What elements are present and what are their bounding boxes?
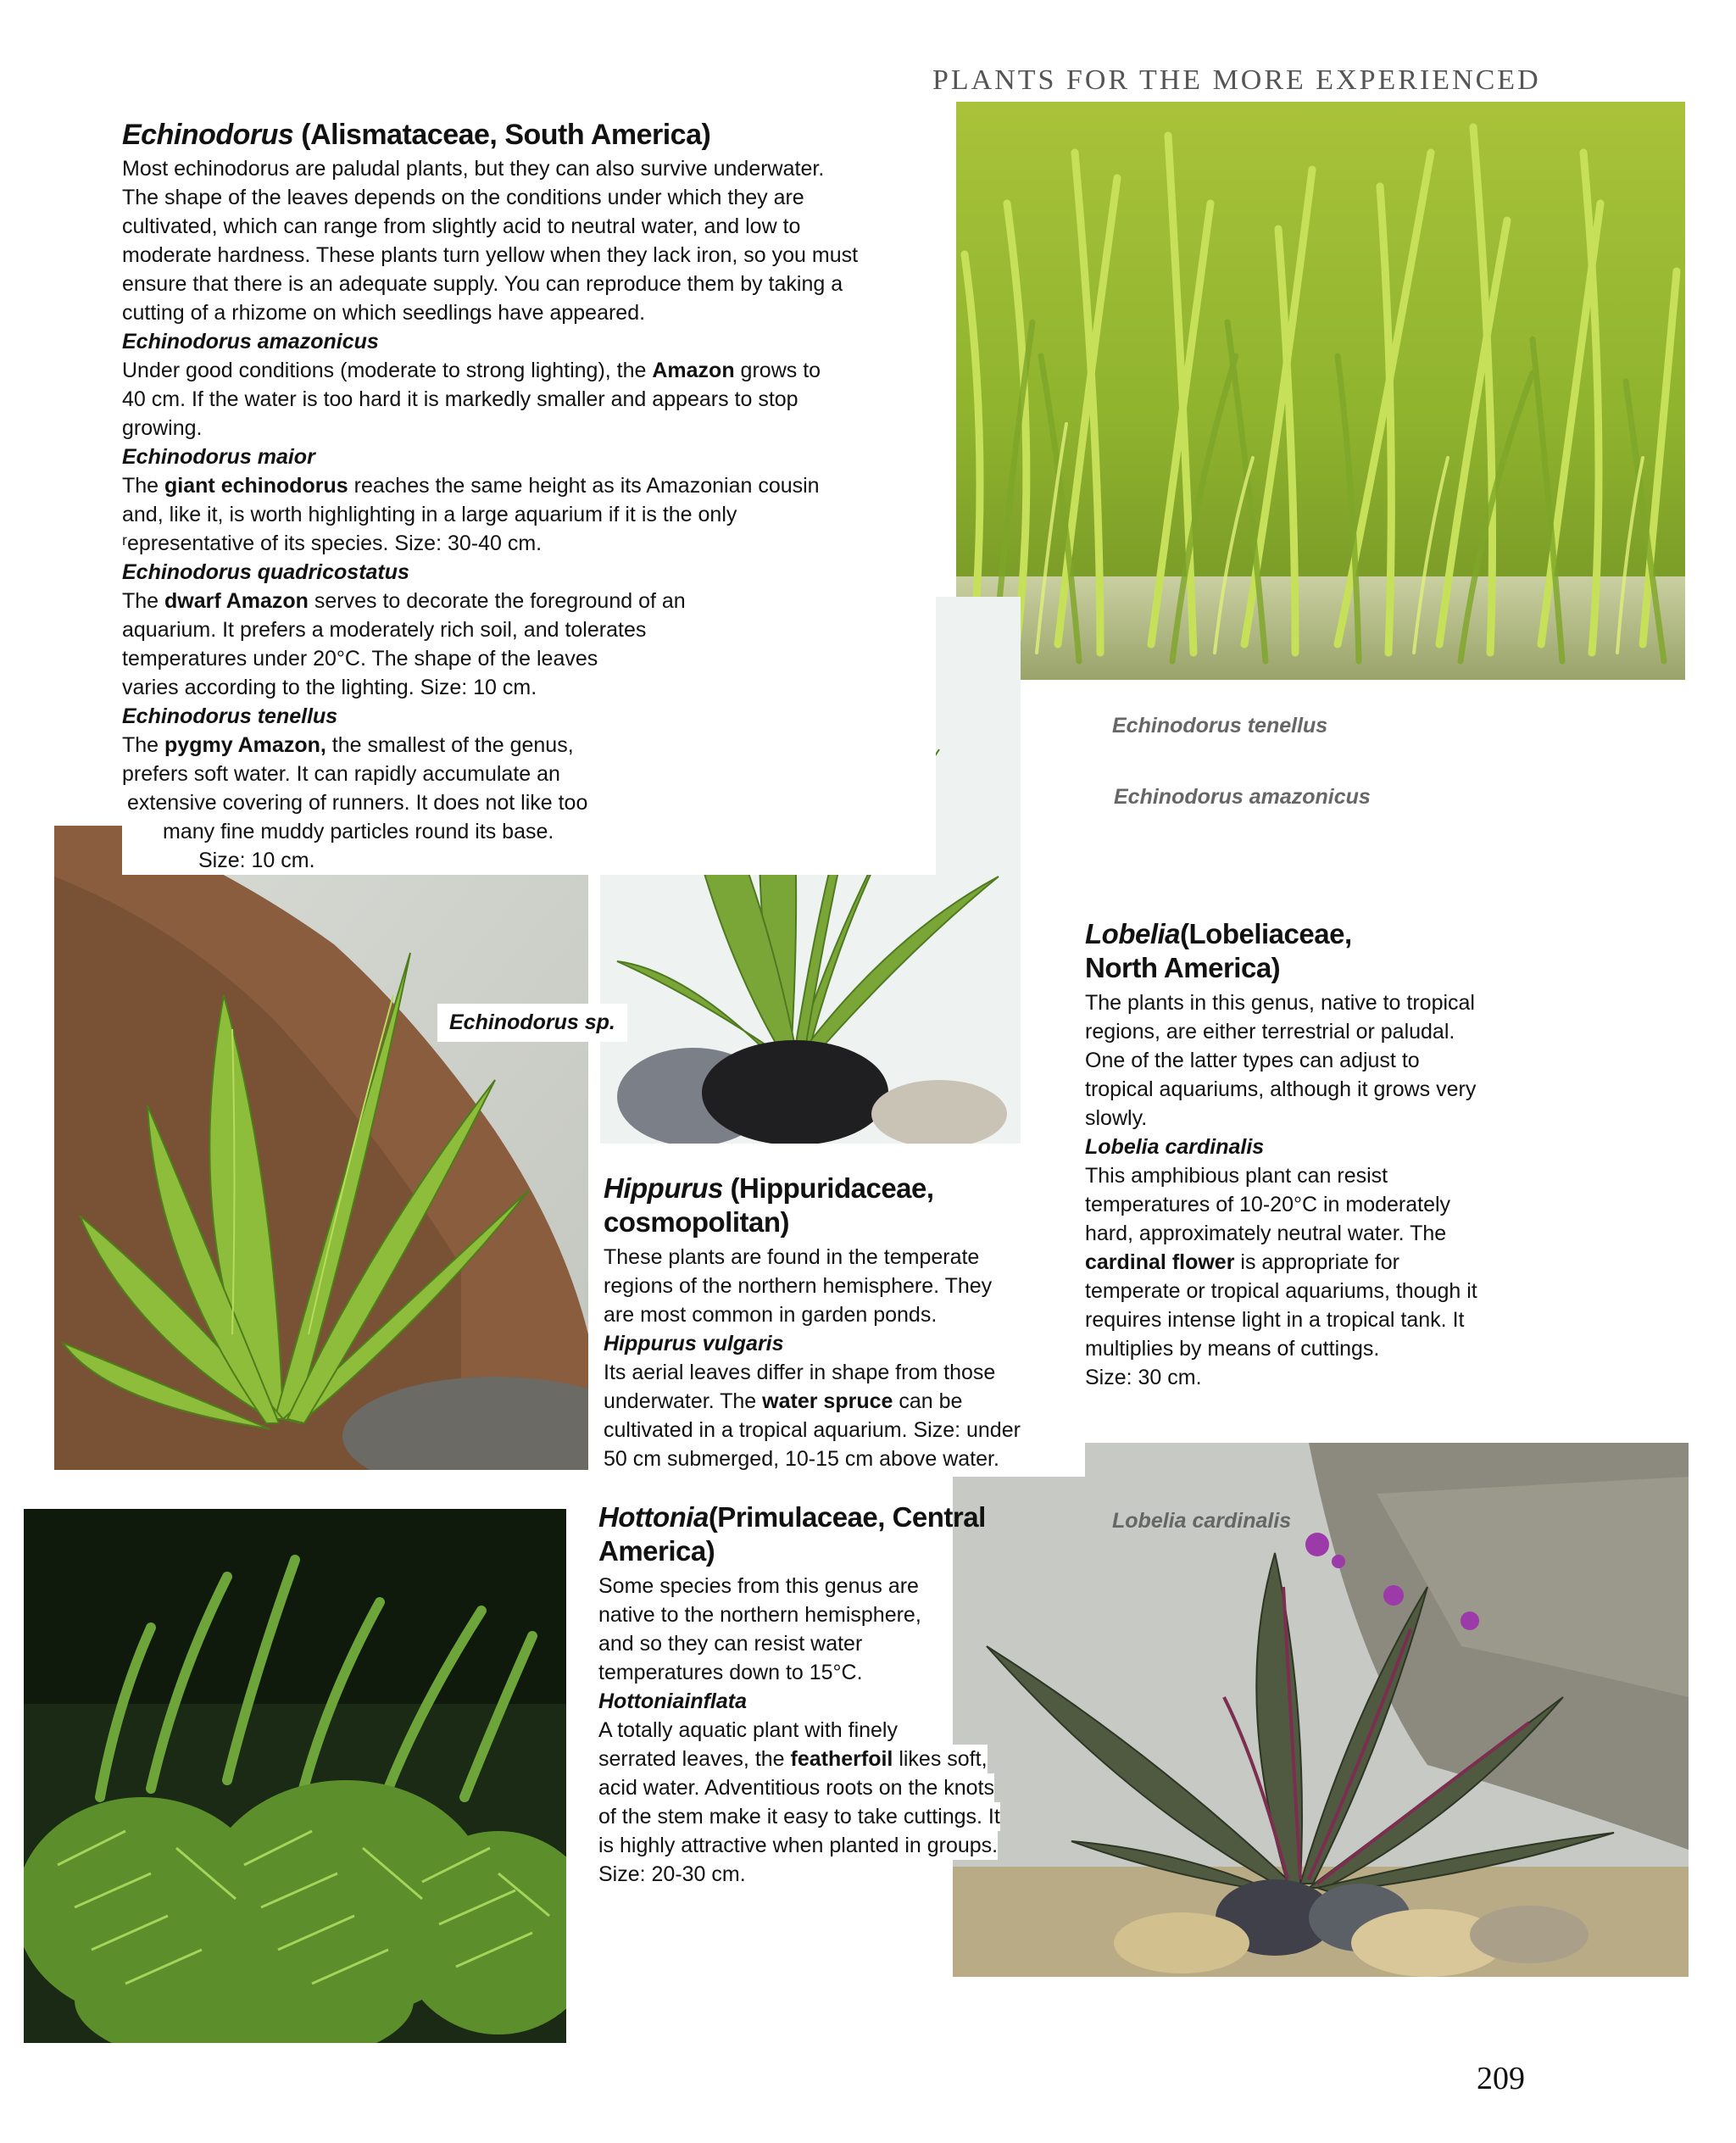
lobelia-line: cardinal flower is appropriate for — [1085, 1250, 1399, 1274]
hippurus-line: Its aerial leaves differ in shape from those — [604, 1361, 996, 1384]
lobelia-line: hard, approximately neutral water. The — [1085, 1222, 1447, 1245]
hippurus-line: cultivated in a tropical aquarium. Size: under — [604, 1418, 1021, 1442]
quadricostatus-line: temperatures under 20°C. The shape of the leaves — [122, 647, 598, 671]
hottonia-line: acid water. Adventitious roots on the knots — [598, 1773, 994, 1802]
lobelia-intro-line: One of the latter types can adjust to — [1085, 1049, 1420, 1072]
hottonia-line: serrated leaves, the featherfoil likes soft, — [598, 1745, 988, 1773]
photo-echinodorus-sp-left — [54, 826, 588, 1470]
hottonia-line: Size: 20-30 cm. — [598, 1862, 746, 1886]
hottonia-line: A totally aquatic plant with finely — [598, 1718, 898, 1742]
quadricostatus-line: The dwarf Amazon serves to decorate the foreground of an — [122, 589, 686, 613]
hottonia-intro-line: Some species from this genus are — [598, 1574, 919, 1598]
caption-echinodorus-sp: Echinodorus sp. — [437, 1004, 627, 1042]
species-heading-hippurus-vulgaris: Hippurus vulgaris — [604, 1332, 784, 1355]
lobelia-intro-line: The plants in this genus, native to tropical — [1085, 991, 1475, 1015]
species-heading-hottonia-inflata: Hottoniainflata — [598, 1689, 747, 1713]
hottonia-intro-line: and so they can resist water — [598, 1632, 863, 1656]
lobelia-line: Size: 30 cm. — [1085, 1366, 1202, 1389]
lobelia-line: temperate or tropical aquariums, though it — [1085, 1279, 1477, 1303]
photo-echinodorus-tenellus — [956, 102, 1685, 680]
amazonicus-line: 40 cm. If the water is too hard it is markedly smaller and appears to stop — [122, 387, 798, 411]
maior-line: ʳepresentative of its species. Size: 30-40 cm. — [122, 532, 542, 555]
hippurus-heading-2: cosmopolitan) — [604, 1206, 790, 1238]
quadricostatus-line: aquarium. It prefers a moderately rich soil, and tolerates — [122, 618, 647, 642]
hippurus-intro-line: These plants are found in the temperate — [604, 1245, 980, 1269]
lobelia-line: multiplies by means of cuttings. — [1085, 1337, 1380, 1361]
lobelia-line: requires intense light in a tropical tank. It — [1085, 1308, 1465, 1332]
echinodorus-section — [122, 115, 936, 875]
echinodorus-intro-line: ensure that there is an adequate supply. You can reproduce them by taking a — [122, 272, 843, 296]
echinodorus-intro-line: moderate hardness. These plants turn yellow when they lack iron, so you must — [122, 243, 859, 267]
lobelia-genus: Lobelia — [1085, 918, 1181, 949]
echinodorus-intro-line: The shape of the leaves depends on the conditions under which they are — [122, 186, 804, 209]
species-heading-amazonicus: Echinodorus amazonicus — [122, 330, 379, 353]
hottonia-line: of the stem make it easy to take cuttings. It — [598, 1802, 1000, 1831]
hippurus-heading — [604, 1172, 1078, 1205]
amazonicus-line: growing. — [122, 416, 203, 440]
hippurus-line: underwater. The water spruce can be — [604, 1389, 963, 1413]
species-heading-lobelia-cardinalis: Lobelia cardinalis — [1085, 1135, 1265, 1159]
echinodorus-intro-line: cutting of a rhizome on which seedlings have appeared. — [122, 301, 646, 325]
lobelia-intro-line: tropical aquariums, although it grows very — [1085, 1077, 1477, 1101]
species-heading-maior: Echinodorus maior — [122, 445, 315, 469]
caption-echinodorus-amazonicus: Echinodorus amazonicus — [1114, 785, 1371, 809]
lobelia-heading-2: North America) — [1085, 952, 1281, 983]
lobelia-line: temperatures of 10-20°C in moderately — [1085, 1193, 1451, 1216]
hippurus-family: (Hippuridaceae, — [722, 1172, 934, 1204]
hippurus-genus: Hippurus — [604, 1172, 723, 1204]
photo-hottonia — [24, 1509, 566, 2043]
lobelia-section — [1085, 917, 1560, 1392]
lobelia-intro-line: regions, are either terrestrial or paludal. — [1085, 1020, 1455, 1044]
hottonia-heading-2: America) — [598, 1535, 715, 1567]
echinodorus-family: (Alismataceae, South America) — [293, 119, 711, 151]
lobelia-line: This amphibious plant can resist — [1085, 1164, 1388, 1188]
hottonia-heading — [598, 1500, 1073, 1534]
hottonia-genus: Hottonia — [598, 1501, 709, 1533]
maior-line: and, like it, is worth highlighting in a large aquarium if it is the only — [122, 503, 737, 526]
echinodorus-intro-line: Most echinodorus are paludal plants, but they can also survive underwater. — [122, 157, 825, 181]
amazonicus-line: Under good conditions (moderate to strong lighting), the Amazon grows to — [122, 359, 821, 382]
hippurus-section — [598, 1168, 1085, 1477]
hottonia-line: is highly attractive when planted in groups. — [598, 1831, 998, 1860]
hottonia-section — [598, 1500, 1073, 1889]
caption-echinodorus-tenellus: Echinodorus tenellus — [1112, 714, 1328, 738]
tenellus-line: prefers soft water. It can rapidly accumulate an — [122, 762, 560, 786]
hottonia-intro-line: native to the northern hemisphere, — [598, 1603, 921, 1627]
caption-lobelia-cardinalis: Lobelia cardinalis — [1112, 1509, 1292, 1533]
hippurus-intro-line: regions of the northern hemisphere. They — [604, 1274, 993, 1298]
hottonia-family: (Primulaceae, Central — [708, 1501, 986, 1533]
lobelia-heading — [1085, 917, 1560, 951]
lobelia-intro-line: slowly. — [1085, 1106, 1148, 1130]
tenellus-line: The pygmy Amazon, the smallest of the genus, — [122, 733, 574, 757]
species-heading-tenellus: Echinodorus tenellus — [122, 704, 338, 728]
tenellus-line: extensive covering of runners. It does not like too — [127, 791, 588, 815]
hottonia-intro-line: temperatures down to 15°C. — [598, 1661, 863, 1684]
hippurus-intro-line: are most common in garden ponds. — [604, 1303, 938, 1327]
page-number: 209 — [1477, 2061, 1525, 2096]
lobelia-family: (Lobeliaceae, — [1180, 918, 1352, 949]
running-head: PLANTS FOR THE MORE EXPERIENCED — [932, 64, 1541, 96]
species-heading-quadricostatus: Echinodorus quadricostatus — [122, 560, 409, 584]
tenellus-line: many fine muddy particles round its base. — [163, 820, 554, 843]
tenellus-line: Size: 10 cm. — [198, 849, 315, 872]
maior-line: The giant echinodorus reaches the same height as its Amazonian cousin — [122, 474, 820, 498]
quadricostatus-line: varies according to the lighting. Size: 10 cm. — [122, 676, 537, 699]
hippurus-line: 50 cm submerged, 10-15 cm above water. — [604, 1447, 999, 1471]
echinodorus-heading — [122, 115, 936, 154]
echinodorus-intro-line: cultivated, which can range from slightly acid to neutral water, and low to — [122, 214, 801, 238]
echinodorus-genus: Echinodorus — [122, 119, 294, 151]
